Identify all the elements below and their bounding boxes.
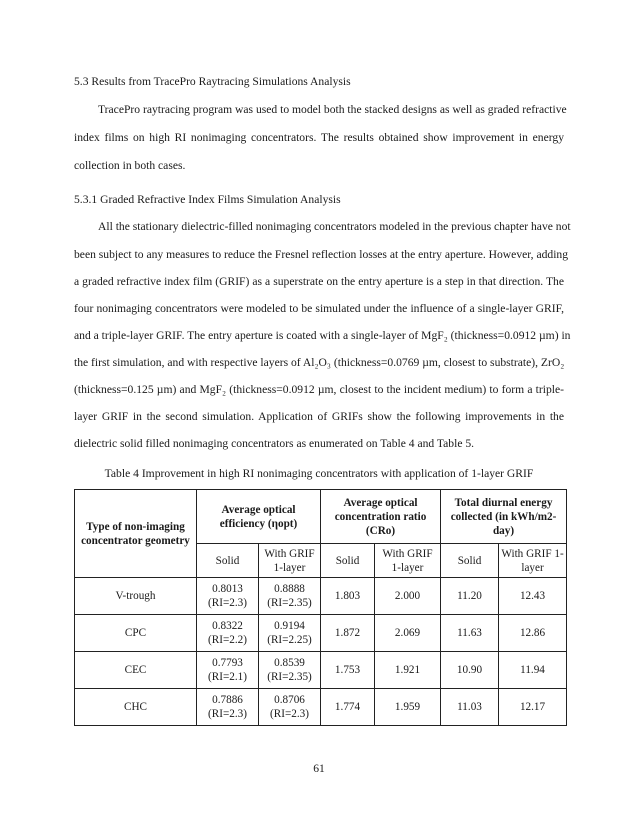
section-heading-5-3: 5.3 Results from TracePro Raytracing Simulations Analysis: [74, 75, 351, 88]
cell-text: 1.774: [334, 701, 361, 713]
cell-text: 0.8888: [274, 583, 305, 595]
cell-eff-grif: [259, 652, 321, 689]
paragraph-line: and a triple-layer GRIF. The entry aperture is coated with a single-layer of MgF₂ (thickness=0.0912 µm) in: [74, 329, 571, 342]
cell-en-solid: [441, 652, 499, 689]
paragraph-line: index films on high RI nonimaging concentrators. The results obtained show improvement in energy: [74, 131, 564, 144]
header-geometry: Type of non-imaging concentrator geometry: [75, 490, 197, 578]
cell-text: 11.94: [520, 664, 545, 676]
cell-en-solid: [441, 689, 499, 726]
subheader-grif: With GRIF 1-layer: [375, 544, 441, 578]
cell-text: 11.20: [457, 590, 482, 602]
cell-text: (RI=2.25): [267, 634, 312, 646]
cell-text: (RI=2.35): [267, 671, 312, 683]
cell-text: 1.872: [334, 627, 361, 639]
cell-text: 10.90: [456, 664, 483, 676]
subheader-grif: With GRIF 1-layer: [499, 544, 567, 578]
cell-en-solid: [441, 578, 499, 615]
cell-geometry: [75, 689, 197, 726]
table-row: [75, 652, 567, 689]
cell-text: 1.959: [394, 701, 421, 713]
cell-text: 1.921: [394, 664, 421, 676]
paragraph-line: been subject to any measures to reduce the Fresnel reflection losses at the entry aperture. However, adding: [74, 248, 569, 261]
cell-text: (RI=2.3): [208, 708, 247, 720]
cell-text: 11.63: [457, 627, 482, 639]
page-number: 61: [313, 762, 325, 775]
cell-eff-solid: [197, 615, 259, 652]
subheader-grif: With GRIF 1-layer: [259, 544, 321, 578]
table-row: [75, 689, 567, 726]
cell-text: 2.069: [394, 627, 421, 639]
cell-text: 0.7886: [212, 694, 243, 706]
header-efficiency: Average optical efficiency (ηopt): [197, 490, 321, 544]
cell-text: 12.43: [519, 590, 546, 602]
cell-text: 1.753: [334, 664, 361, 676]
cell-eff-grif: [259, 615, 321, 652]
cell-text: 0.8539: [274, 657, 305, 669]
cell-text: CPC: [124, 627, 147, 639]
cell-text: 0.7793: [212, 657, 243, 669]
cell-geometry: [75, 578, 197, 615]
cell-cr-solid: [321, 578, 375, 615]
paragraph-line: four nonimaging concentrators were modeled to be simulated under the influence of a single-layer GRIF,: [74, 302, 564, 315]
cell-en-solid: [441, 615, 499, 652]
paragraph-line: collection in both cases.: [74, 159, 186, 172]
cell-text: CEC: [124, 664, 147, 676]
cell-text: V-trough: [115, 590, 156, 602]
cell-text: 0.8013: [212, 583, 243, 595]
paragraph-line: All the stationary dielectric-filled nonimaging concentrators modeled in the previous chapter have not: [98, 220, 571, 233]
cell-text: 12.86: [519, 627, 546, 639]
subheader-solid: Solid: [441, 544, 499, 578]
cell-text: (RI=2.3): [208, 597, 247, 609]
cell-cr-solid: [321, 689, 375, 726]
header-energy: Total diurnal energy collected (in kWh/m2-day): [441, 490, 567, 544]
cell-cr-grif: [375, 615, 441, 652]
cell-cr-solid: [321, 652, 375, 689]
cell-cr-grif: [375, 689, 441, 726]
cell-eff-grif: [259, 578, 321, 615]
table-caption: Table 4 Improvement in high RI nonimaging concentrators with application of 1-layer GRIF: [104, 467, 534, 480]
cell-text: (RI=2.2): [208, 634, 247, 646]
paragraph-line: dielectric solid filled nonimaging concentrators as enumerated on Table 4 and Table 5.: [74, 437, 475, 450]
cell-en-grif: [499, 689, 567, 726]
cell-en-grif: [499, 578, 567, 615]
paragraph-line: a graded refractive index film (GRIF) as a superstrate on the entry aperture is a step in that direction. The: [74, 275, 564, 288]
table-row: [75, 578, 567, 615]
paragraph-line: (thickness=0.125 µm) and MgF₂ (thickness=0.0912 µm, closest to the incident medium) to form a triple-: [74, 383, 564, 396]
cell-text: 2.000: [394, 590, 421, 602]
cell-eff-solid: [197, 578, 259, 615]
cell-en-grif: [499, 652, 567, 689]
cell-eff-grif: [259, 689, 321, 726]
cell-text: 0.9194: [274, 620, 305, 632]
cell-eff-solid: [197, 652, 259, 689]
cell-cr-grif: [375, 578, 441, 615]
paragraph-line: the first simulation, and with respective layers of Al₂O₃ (thickness=0.0769 µm, closest to substrate), ZrO₂: [74, 356, 565, 369]
cell-text: 0.8706: [274, 694, 305, 706]
header-concentration: Average optical concentration ratio (CRo): [321, 490, 441, 544]
table-row: [75, 615, 567, 652]
cell-text: 12.17: [519, 701, 546, 713]
cell-text: (RI=2.1): [208, 671, 247, 683]
subheader-solid: Solid: [197, 544, 259, 578]
paragraph-line: layer GRIF in the second simulation. Application of GRIFs show the following improvements in the: [74, 410, 564, 423]
cell-cr-grif: [375, 652, 441, 689]
paragraph-line: TracePro raytracing program was used to model both the stacked designs as well as graded refractive: [98, 103, 567, 116]
results-table: [74, 489, 567, 726]
cell-text: (RI=2.35): [267, 597, 312, 609]
section-heading-5-3-1: 5.3.1 Graded Refractive Index Films Simulation Analysis: [74, 193, 341, 206]
cell-text: (RI=2.3): [270, 708, 309, 720]
cell-en-grif: [499, 615, 567, 652]
cell-geometry: [75, 652, 197, 689]
cell-geometry: [75, 615, 197, 652]
cell-text: 0.8322: [212, 620, 243, 632]
cell-text: 11.03: [457, 701, 482, 713]
subheader-solid: Solid: [321, 544, 375, 578]
cell-cr-solid: [321, 615, 375, 652]
cell-text: 1.803: [334, 590, 361, 602]
cell-eff-solid: [197, 689, 259, 726]
cell-text: CHC: [123, 701, 147, 713]
